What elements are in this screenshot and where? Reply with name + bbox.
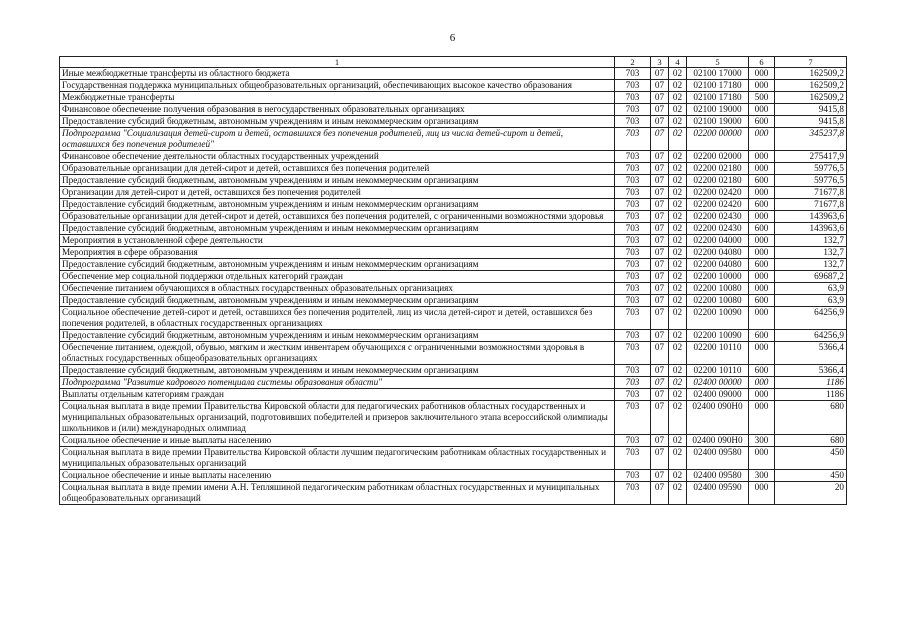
table-row	[60, 435, 847, 447]
row-name-cell: Социальная выплата в виде премии Правительства Кировской области для педагогических работников областных государственных и муниципальных образовательных организаций, подготовивших победителей и призеров заключительного этапа всероссийской олимпиады школьников и (или) международных олимпиад	[60, 401, 615, 435]
table-row	[60, 283, 847, 295]
column-header: 5	[687, 57, 749, 68]
section-cell: 07	[651, 68, 669, 80]
target-article-cell: 02100 19000	[687, 104, 749, 116]
row-name-cell: Обеспечение мер социальной поддержки отдельных категорий граждан	[60, 271, 615, 283]
section-cell: 07	[651, 295, 669, 307]
amount-cell: 71677,8	[775, 199, 847, 211]
section-cell: 07	[651, 211, 669, 223]
section-cell: 07	[651, 389, 669, 401]
expense-type-cell: 600	[749, 199, 775, 211]
ministry-code-cell: 703	[615, 283, 651, 295]
table-row	[60, 68, 847, 80]
section-cell: 07	[651, 435, 669, 447]
section-cell: 07	[651, 163, 669, 175]
expense-type-cell: 600	[749, 259, 775, 271]
expense-type-cell: 600	[749, 295, 775, 307]
ministry-code-cell: 703	[615, 295, 651, 307]
subsection-cell: 02	[669, 435, 687, 447]
section-cell: 07	[651, 447, 669, 470]
subsection-cell: 02	[669, 389, 687, 401]
section-cell: 07	[651, 116, 669, 128]
subsection-cell: 02	[669, 235, 687, 247]
row-name-cell: Предоставление субсидий бюджетным, автономным учреждениям и иным некоммерческим организациям	[60, 223, 615, 235]
table-row	[60, 401, 847, 435]
target-article-cell: 02200 10110	[687, 365, 749, 377]
row-name-cell: Предоставление субсидий бюджетным, автономным учреждениям и иным некоммерческим организациям	[60, 365, 615, 377]
ministry-code-cell: 703	[615, 435, 651, 447]
subsection-cell: 02	[669, 447, 687, 470]
expense-type-cell: 000	[749, 401, 775, 435]
target-article-cell: 02200 04080	[687, 259, 749, 271]
target-article-cell: 02200 10090	[687, 307, 749, 330]
subsection-cell: 02	[669, 80, 687, 92]
row-name-cell: Предоставление субсидий бюджетным, автономным учреждениям и иным некоммерческим организациям	[60, 259, 615, 271]
expense-type-cell: 000	[749, 247, 775, 259]
table-row	[60, 116, 847, 128]
row-name-cell: Иные межбюджетные трансферты из областного бюджета	[60, 68, 615, 80]
row-name-cell: Мероприятия в установленной сфере деятельности	[60, 235, 615, 247]
subsection-cell: 02	[669, 401, 687, 435]
row-name-cell: Предоставление субсидий бюджетным, автономным учреждениям и иным некоммерческим организациям	[60, 330, 615, 342]
table-row	[60, 151, 847, 163]
column-header: 6	[749, 57, 775, 68]
ministry-code-cell: 703	[615, 68, 651, 80]
target-article-cell: 02200 00000	[687, 128, 749, 151]
target-article-cell: 02200 02180	[687, 163, 749, 175]
table-row	[60, 259, 847, 271]
ministry-code-cell: 703	[615, 259, 651, 271]
section-cell: 07	[651, 235, 669, 247]
table-row	[60, 187, 847, 199]
subsection-cell: 02	[669, 68, 687, 80]
amount-cell: 143963,6	[775, 211, 847, 223]
row-name-cell: Предоставление субсидий бюджетным, автономным учреждениям и иным некоммерческим организациям	[60, 175, 615, 187]
subsection-cell: 02	[669, 247, 687, 259]
table-row	[60, 342, 847, 365]
table-row	[60, 199, 847, 211]
target-article-cell: 02200 02420	[687, 187, 749, 199]
target-article-cell: 02400 090Н0	[687, 435, 749, 447]
expense-type-cell: 000	[749, 235, 775, 247]
subsection-cell: 02	[669, 223, 687, 235]
expense-type-cell: 000	[749, 187, 775, 199]
section-cell: 07	[651, 128, 669, 151]
row-name-cell: Предоставление субсидий бюджетным, автономным учреждениям и иным некоммерческим организациям	[60, 116, 615, 128]
target-article-cell: 02200 02000	[687, 151, 749, 163]
row-name-cell: Подпрограмма "Развитие кадрового потенциала системы образования области"	[60, 377, 615, 389]
target-article-cell: 02400 090Н0	[687, 401, 749, 435]
row-name-cell: Межбюджетные трансферты	[60, 92, 615, 104]
column-header: 1	[60, 57, 615, 68]
amount-cell: 9415,8	[775, 104, 847, 116]
section-cell: 07	[651, 401, 669, 435]
ministry-code-cell: 703	[615, 271, 651, 283]
row-name-cell: Обеспечение питанием, одеждой, обувью, мягким и жестким инвентарем обучающихся с ограниченными возможностями здоровья в областных государственных общеобразовательных организациях	[60, 342, 615, 365]
subsection-cell: 02	[669, 283, 687, 295]
target-article-cell: 02200 10000	[687, 271, 749, 283]
expense-type-cell: 000	[749, 68, 775, 80]
column-header: 7	[775, 57, 847, 68]
expense-type-cell: 000	[749, 307, 775, 330]
expense-type-cell: 000	[749, 271, 775, 283]
amount-cell: 143963,6	[775, 223, 847, 235]
row-name-cell: Финансовое обеспечение деятельности областных государственных учреждений	[60, 151, 615, 163]
amount-cell: 162509,2	[775, 68, 847, 80]
ministry-code-cell: 703	[615, 330, 651, 342]
amount-cell: 275417,9	[775, 151, 847, 163]
column-header: 4	[669, 57, 687, 68]
table-row	[60, 128, 847, 151]
target-article-cell: 02200 02430	[687, 223, 749, 235]
target-article-cell: 02200 10080	[687, 295, 749, 307]
expense-type-cell: 600	[749, 365, 775, 377]
expense-type-cell: 000	[749, 80, 775, 92]
table-row	[60, 330, 847, 342]
section-cell: 07	[651, 271, 669, 283]
subsection-cell: 02	[669, 295, 687, 307]
table-row	[60, 271, 847, 283]
subsection-cell: 02	[669, 104, 687, 116]
subsection-cell: 02	[669, 211, 687, 223]
amount-cell: 63,9	[775, 295, 847, 307]
amount-cell: 59776,5	[775, 175, 847, 187]
row-name-cell: Государственная поддержка муниципальных общеобразовательных организаций, обеспечивающих высокое качество образования	[60, 80, 615, 92]
ministry-code-cell: 703	[615, 163, 651, 175]
subsection-cell: 02	[669, 365, 687, 377]
ministry-code-cell: 703	[615, 377, 651, 389]
section-cell: 07	[651, 223, 669, 235]
target-article-cell: 02200 04080	[687, 247, 749, 259]
subsection-cell: 02	[669, 271, 687, 283]
table-row	[60, 247, 847, 259]
amount-cell: 680	[775, 401, 847, 435]
ministry-code-cell: 703	[615, 211, 651, 223]
expense-type-cell: 600	[749, 223, 775, 235]
section-cell: 07	[651, 470, 669, 482]
section-cell: 07	[651, 80, 669, 92]
section-cell: 07	[651, 175, 669, 187]
subsection-cell: 02	[669, 151, 687, 163]
target-article-cell: 02200 02430	[687, 211, 749, 223]
amount-cell: 69687,2	[775, 271, 847, 283]
budget-table	[59, 56, 847, 505]
section-cell: 07	[651, 330, 669, 342]
subsection-cell: 02	[669, 259, 687, 271]
target-article-cell: 02400 09580	[687, 470, 749, 482]
amount-cell: 450	[775, 470, 847, 482]
ministry-code-cell: 703	[615, 104, 651, 116]
section-cell: 07	[651, 307, 669, 330]
table-row	[60, 482, 847, 505]
section-cell: 07	[651, 247, 669, 259]
target-article-cell: 02400 09590	[687, 482, 749, 505]
section-cell: 07	[651, 187, 669, 199]
target-article-cell: 02100 17180	[687, 80, 749, 92]
section-cell: 07	[651, 92, 669, 104]
amount-cell: 1186	[775, 377, 847, 389]
ministry-code-cell: 703	[615, 389, 651, 401]
table-row	[60, 80, 847, 92]
table-row	[60, 223, 847, 235]
expense-type-cell: 000	[749, 389, 775, 401]
ministry-code-cell: 703	[615, 342, 651, 365]
amount-cell: 64256,9	[775, 330, 847, 342]
subsection-cell: 02	[669, 330, 687, 342]
row-name-cell: Обеспечение питанием обучающихся в областных государственных образовательных организациях	[60, 283, 615, 295]
ministry-code-cell: 703	[615, 482, 651, 505]
expense-type-cell: 500	[749, 92, 775, 104]
row-name-cell: Предоставление субсидий бюджетным, автономным учреждениям и иным некоммерческим организациям	[60, 199, 615, 211]
ministry-code-cell: 703	[615, 447, 651, 470]
ministry-code-cell: 703	[615, 235, 651, 247]
amount-cell: 680	[775, 435, 847, 447]
amount-cell: 5366,4	[775, 365, 847, 377]
page-number: 6	[449, 32, 456, 44]
section-cell: 07	[651, 365, 669, 377]
ministry-code-cell: 703	[615, 199, 651, 211]
ministry-code-cell: 703	[615, 128, 651, 151]
subsection-cell: 02	[669, 163, 687, 175]
amount-cell: 59776,5	[775, 163, 847, 175]
expense-type-cell: 000	[749, 283, 775, 295]
ministry-code-cell: 703	[615, 401, 651, 435]
target-article-cell: 02200 10090	[687, 330, 749, 342]
subsection-cell: 02	[669, 116, 687, 128]
section-cell: 07	[651, 283, 669, 295]
table-row	[60, 295, 847, 307]
section-cell: 07	[651, 377, 669, 389]
target-article-cell: 02200 10080	[687, 283, 749, 295]
section-cell: 07	[651, 151, 669, 163]
ministry-code-cell: 703	[615, 365, 651, 377]
row-name-cell: Образовательные организации для детей-сирот и детей, оставшихся без попечения родителей	[60, 163, 615, 175]
subsection-cell: 02	[669, 307, 687, 330]
expense-type-cell: 000	[749, 447, 775, 470]
expense-type-cell: 000	[749, 377, 775, 389]
section-cell: 07	[651, 259, 669, 271]
amount-cell: 132,7	[775, 247, 847, 259]
section-cell: 07	[651, 199, 669, 211]
subsection-cell: 02	[669, 187, 687, 199]
ministry-code-cell: 703	[615, 80, 651, 92]
subsection-cell: 02	[669, 342, 687, 365]
amount-cell: 1186	[775, 389, 847, 401]
expense-type-cell: 000	[749, 163, 775, 175]
target-article-cell: 02200 02420	[687, 199, 749, 211]
expense-type-cell: 000	[749, 482, 775, 505]
row-name-cell: Подпрограмма "Социализация детей-сирот и детей, оставшихся без попечения родителей, лиц из числа детей-сирот и детей, оставшихся без попечения родителей"	[60, 128, 615, 151]
row-name-cell: Финансовое обеспечение получения образования в негосударственных образовательных организациях	[60, 104, 615, 116]
row-name-cell: Предоставление субсидий бюджетным, автономным учреждениям и иным некоммерческим организациям	[60, 295, 615, 307]
target-article-cell: 02100 17000	[687, 68, 749, 80]
table-row	[60, 389, 847, 401]
subsection-cell: 02	[669, 128, 687, 151]
table-row	[60, 307, 847, 330]
target-article-cell: 02100 17180	[687, 92, 749, 104]
amount-cell: 132,7	[775, 259, 847, 271]
target-article-cell: 02200 02180	[687, 175, 749, 187]
section-cell: 07	[651, 342, 669, 365]
amount-cell: 162509,2	[775, 92, 847, 104]
row-name-cell: Социальное обеспечение и иные выплаты населению	[60, 435, 615, 447]
target-article-cell: 02400 09580	[687, 447, 749, 470]
target-article-cell: 02200 10110	[687, 342, 749, 365]
amount-cell: 64256,9	[775, 307, 847, 330]
amount-cell: 132,7	[775, 235, 847, 247]
table-row	[60, 175, 847, 187]
amount-cell: 20	[775, 482, 847, 505]
ministry-code-cell: 703	[615, 247, 651, 259]
table-row	[60, 470, 847, 482]
amount-cell: 162509,2	[775, 80, 847, 92]
expense-type-cell: 300	[749, 470, 775, 482]
amount-cell: 71677,8	[775, 187, 847, 199]
ministry-code-cell: 703	[615, 151, 651, 163]
subsection-cell: 02	[669, 92, 687, 104]
row-name-cell: Социальное обеспечение и иные выплаты населению	[60, 470, 615, 482]
expense-type-cell: 000	[749, 104, 775, 116]
ministry-code-cell: 703	[615, 187, 651, 199]
ministry-code-cell: 703	[615, 116, 651, 128]
table-row	[60, 92, 847, 104]
row-name-cell: Социальная выплата в виде премии Правительства Кировской области лучшим педагогическим работникам областных государственных и муниципальных образовательных организаций	[60, 447, 615, 470]
table-row	[60, 235, 847, 247]
table-row	[60, 377, 847, 389]
row-name-cell: Социальное обеспечение детей-сирот и детей, оставшихся без попечения родителей, лиц из числа детей-сирот и детей, оставшихся без попечения родителей, в областных государственных организациях	[60, 307, 615, 330]
table-row	[60, 211, 847, 223]
subsection-cell: 02	[669, 175, 687, 187]
table-row	[60, 365, 847, 377]
subsection-cell: 02	[669, 377, 687, 389]
amount-cell: 63,9	[775, 283, 847, 295]
subsection-cell: 02	[669, 482, 687, 505]
target-article-cell: 02200 04000	[687, 235, 749, 247]
ministry-code-cell: 703	[615, 307, 651, 330]
ministry-code-cell: 703	[615, 92, 651, 104]
target-article-cell: 02100 19000	[687, 116, 749, 128]
table-row	[60, 104, 847, 116]
row-name-cell: Выплаты отдельным категориям граждан	[60, 389, 615, 401]
row-name-cell: Образовательные организации для детей-сирот и детей, оставшихся без попечения родителей, с ограниченными возможностями здоровья	[60, 211, 615, 223]
ministry-code-cell: 703	[615, 223, 651, 235]
ministry-code-cell: 703	[615, 175, 651, 187]
expense-type-cell: 600	[749, 175, 775, 187]
row-name-cell: Мероприятия в сфере образования	[60, 247, 615, 259]
expense-type-cell: 000	[749, 342, 775, 365]
row-name-cell: Социальная выплата в виде премии имени А.Н. Тепляшиной педагогическим работникам областных государственных и муниципальных общеобразовательных организаций	[60, 482, 615, 505]
ministry-code-cell: 703	[615, 470, 651, 482]
column-header: 3	[651, 57, 669, 68]
row-name-cell: Организации для детей-сирот и детей, оставшихся без попечения родителей	[60, 187, 615, 199]
amount-cell: 345237,8	[775, 128, 847, 151]
amount-cell: 9415,8	[775, 116, 847, 128]
expense-type-cell: 600	[749, 116, 775, 128]
expense-type-cell: 000	[749, 151, 775, 163]
header-row	[60, 57, 847, 68]
expense-type-cell: 000	[749, 128, 775, 151]
amount-cell: 450	[775, 447, 847, 470]
amount-cell: 5366,4	[775, 342, 847, 365]
section-cell: 07	[651, 482, 669, 505]
target-article-cell: 02400 09000	[687, 389, 749, 401]
subsection-cell: 02	[669, 470, 687, 482]
target-article-cell: 02400 00000	[687, 377, 749, 389]
expense-type-cell: 600	[749, 330, 775, 342]
subsection-cell: 02	[669, 199, 687, 211]
expense-type-cell: 000	[749, 211, 775, 223]
expense-type-cell: 300	[749, 435, 775, 447]
table-row	[60, 447, 847, 470]
table-row	[60, 163, 847, 175]
column-header: 2	[615, 57, 651, 68]
section-cell: 07	[651, 104, 669, 116]
